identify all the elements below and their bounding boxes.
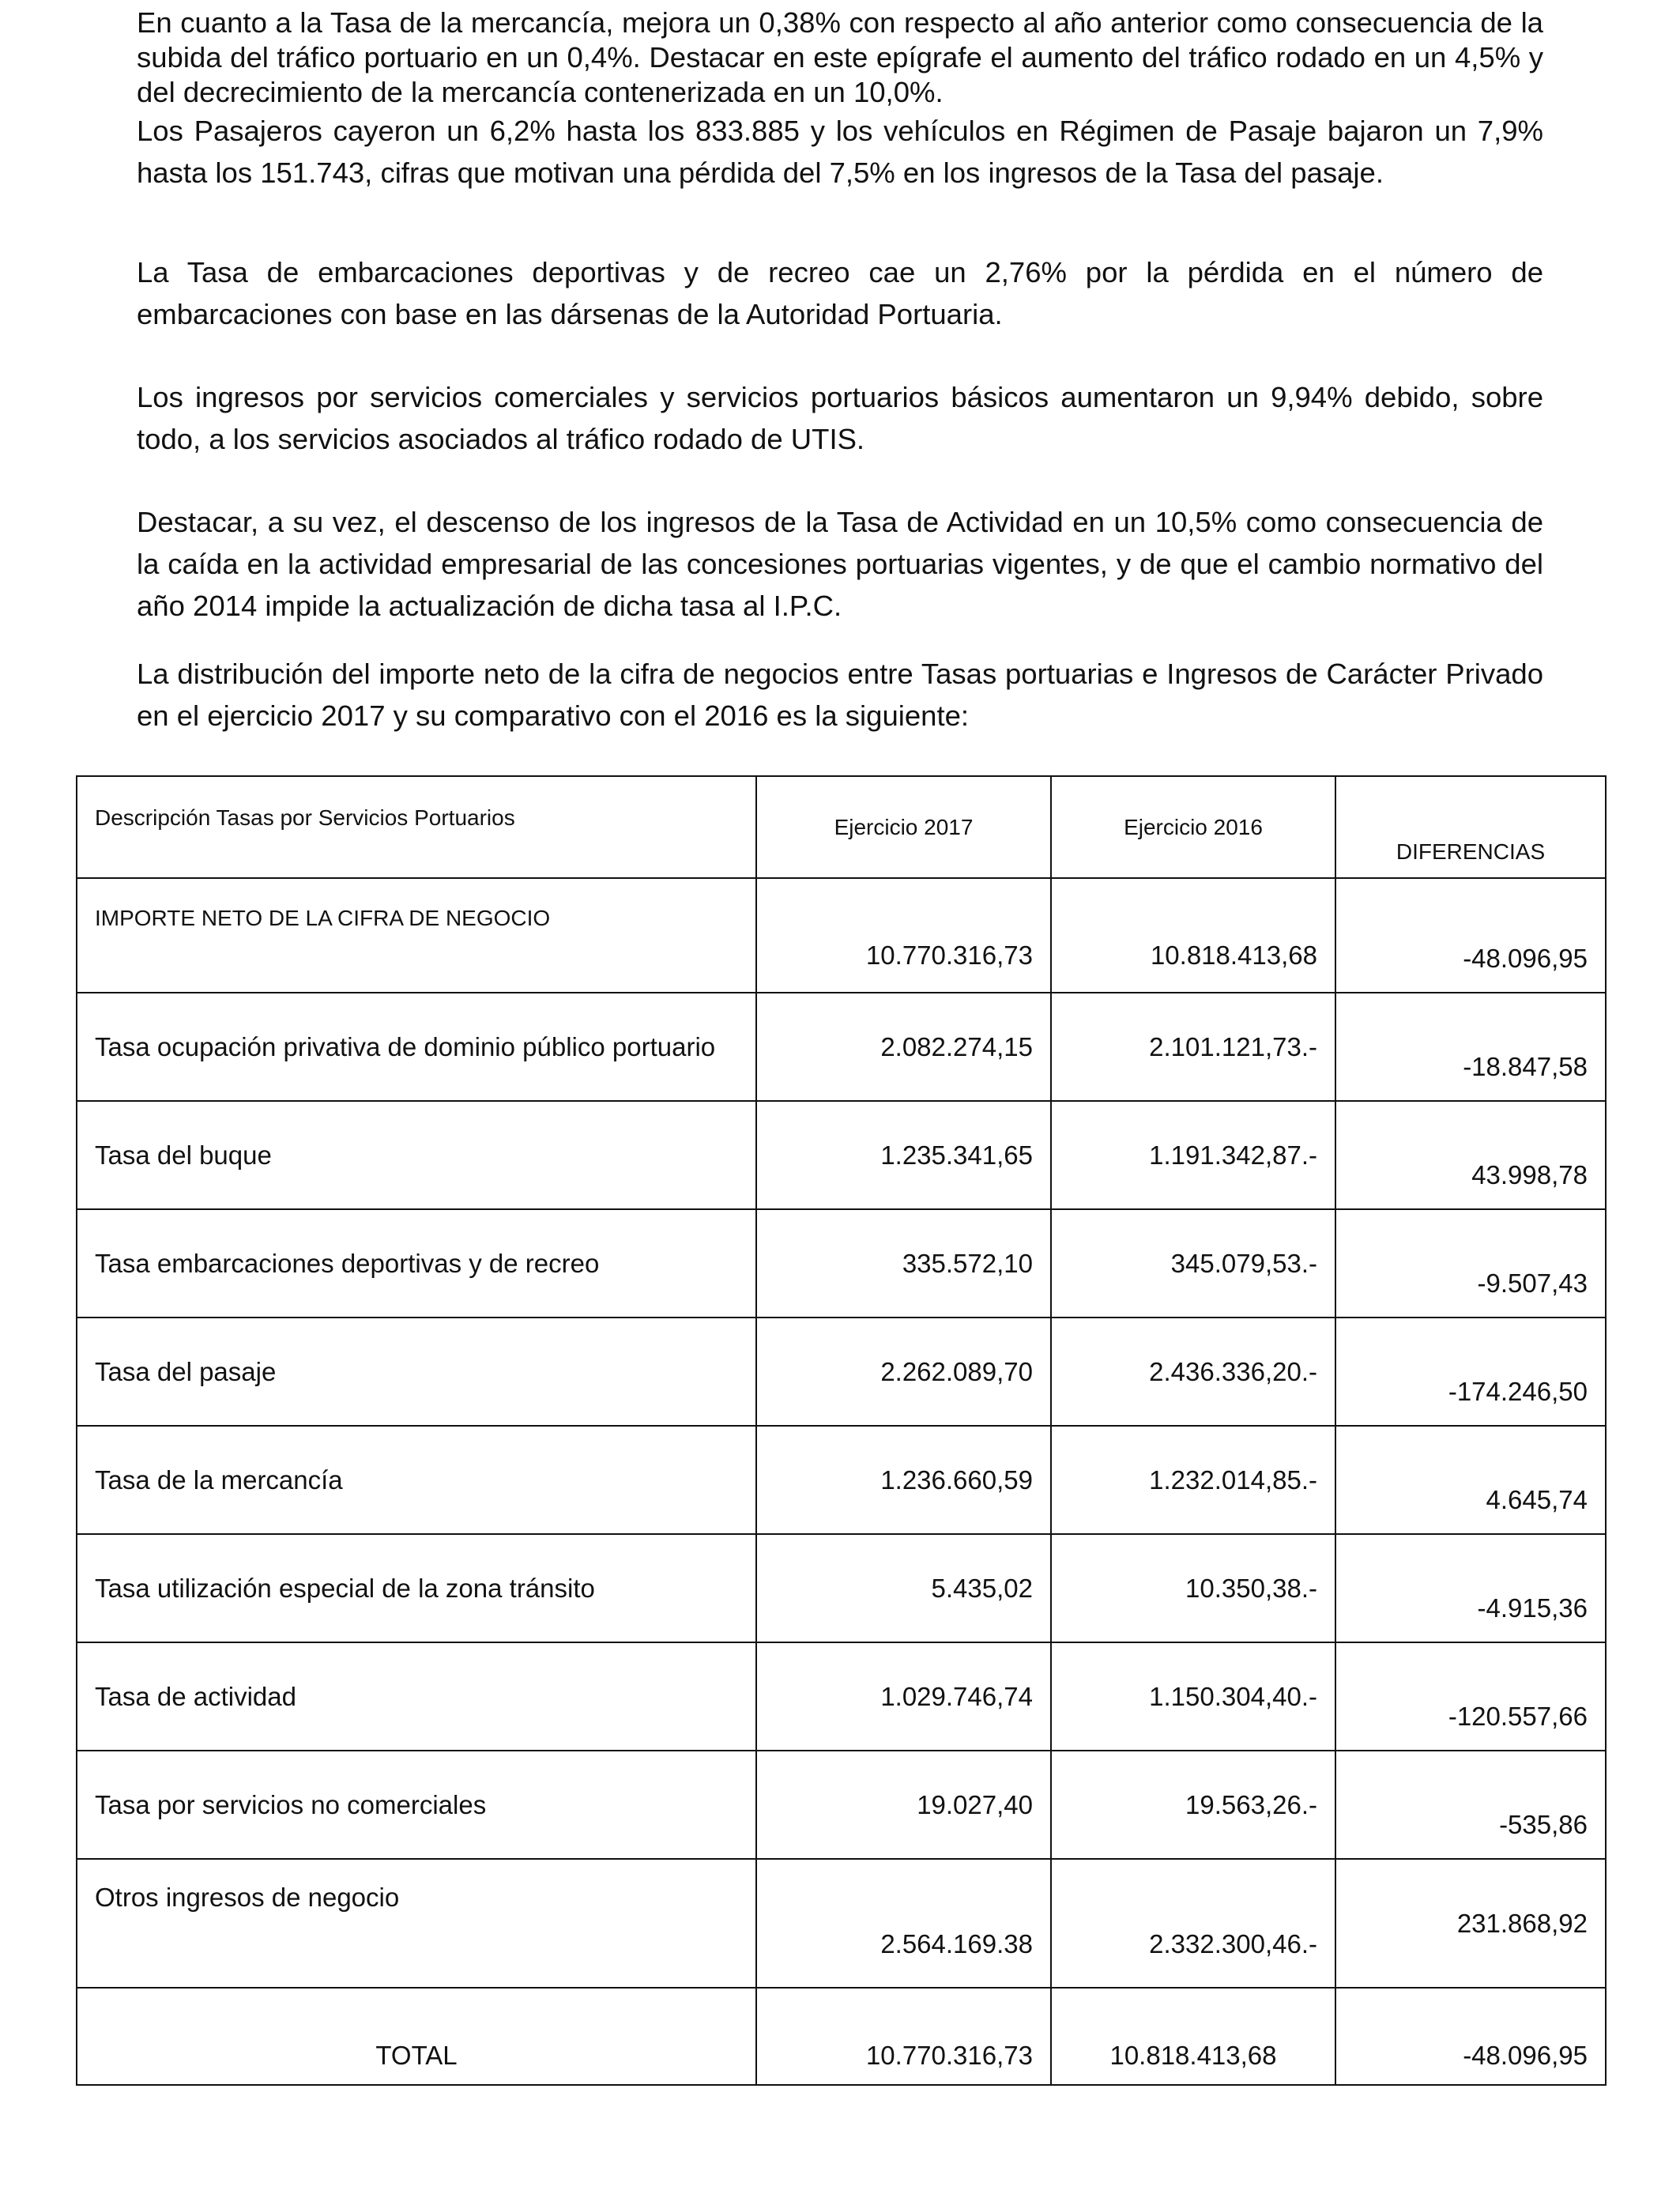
paragraph-servicios-comerciales: [137, 376, 1543, 460]
table-row: [77, 1534, 1606, 1642]
row-value-2017: 2.564.169.38: [756, 1859, 1051, 1988]
table-row: [77, 1751, 1606, 1859]
row-value-2017: 1.236.660,59: [756, 1426, 1051, 1534]
paragraph-tasa-mercancia: [137, 6, 1543, 194]
table-row: [77, 1101, 1606, 1209]
paragraph-embarcaciones: [137, 251, 1543, 335]
row-value-2016: 2.101.121,73.-: [1051, 993, 1335, 1101]
table-row: [77, 1642, 1606, 1751]
row-description: Tasa por servicios no comerciales: [77, 1751, 756, 1859]
row-value-2016: 19.563,26.-: [1051, 1751, 1335, 1859]
row-value-2016: 1.232.014,85.-: [1051, 1426, 1335, 1534]
header-diferencias: DIFERENCIAS: [1335, 776, 1606, 878]
paragraph-text: La distribución del importe neto de la cifra de negocios entre Tasas portuarias e Ingresos de Carácter Privado en el ejercicio 2017 y su comparativo con el 2016 es la siguiente:: [137, 658, 1543, 732]
row-difference: 43.998,78: [1335, 1101, 1606, 1209]
table-total-row: [77, 1988, 1606, 2085]
row-description: IMPORTE NETO DE LA CIFRA DE NEGOCIO: [77, 878, 756, 993]
row-value-2016: 2.332.300,46.-: [1051, 1859, 1335, 1988]
row-difference: -120.557,66: [1335, 1642, 1606, 1751]
row-description: Tasa del buque: [77, 1101, 756, 1209]
row-value-2017: 1.029.746,74: [756, 1642, 1051, 1751]
row-difference: -18.847,58: [1335, 993, 1606, 1101]
table-row: [77, 878, 1606, 993]
row-value-2016: 345.079,53.-: [1051, 1209, 1335, 1318]
row-difference: 231.868,92: [1335, 1859, 1606, 1988]
row-description: Tasa de la mercancía: [77, 1426, 756, 1534]
row-difference: -4.915,36: [1335, 1534, 1606, 1642]
row-difference: 4.645,74: [1335, 1426, 1606, 1534]
row-value-2017: 335.572,10: [756, 1209, 1051, 1318]
paragraph-distribucion: [137, 653, 1543, 737]
row-difference: -48.096,95: [1335, 878, 1606, 993]
row-description: Tasa utilización especial de la zona tránsito: [77, 1534, 756, 1642]
header-description: Descripción Tasas por Servicios Portuarios: [77, 776, 756, 878]
row-value-2017: 10.770.316,73: [756, 878, 1051, 993]
row-description: Otros ingresos de negocio: [77, 1859, 756, 1988]
row-description: Tasa ocupación privativa de dominio público portuario: [77, 993, 756, 1101]
row-value-2017: 19.027,40: [756, 1751, 1051, 1859]
paragraph-text: En cuanto a la Tasa de la mercancía, mejora un 0,38% con respecto al año anterior como consecuencia de la subida del tráfico portuario en un 0,4%. Destacar en este epígrafe el aumento del tráfico rodado en un 4,5% y del decrecimiento de la mercancía contenerizada en un 10,0%.: [137, 6, 1543, 108]
row-value-2017: 2.262.089,70: [756, 1318, 1051, 1426]
header-ejercicio-2017: Ejercicio 2017: [756, 776, 1051, 878]
row-difference: -535,86: [1335, 1751, 1606, 1859]
revenue-table: [76, 775, 1607, 2086]
row-value-2016: 2.436.336,20.-: [1051, 1318, 1335, 1426]
row-value-2016: 10.350,38.-: [1051, 1534, 1335, 1642]
table-header-row: [77, 776, 1606, 878]
table-row: [77, 1209, 1606, 1318]
row-value-2017: 2.082.274,15: [756, 993, 1051, 1101]
table-row: [77, 993, 1606, 1101]
row-difference: -174.246,50: [1335, 1318, 1606, 1426]
row-difference: -9.507,43: [1335, 1209, 1606, 1318]
row-description: Tasa del pasaje: [77, 1318, 756, 1426]
total-difference: -48.096,95: [1335, 1988, 1606, 2085]
paragraph-text: Destacar, a su vez, el descenso de los ingresos de la Tasa de Actividad en un 10,5% como consecuencia de la caída en la actividad empresarial de las concesiones portuarias vigentes, y de que el cambio normativo del año 2014 impide la actualización de dicha tasa al I.P.C.: [137, 506, 1543, 622]
row-description: Tasa embarcaciones deportivas y de recreo: [77, 1209, 756, 1318]
row-value-2016: 1.191.342,87.-: [1051, 1101, 1335, 1209]
table-row: [77, 1318, 1606, 1426]
row-value-2017: 5.435,02: [756, 1534, 1051, 1642]
table-row: [77, 1426, 1606, 1534]
total-label: TOTAL: [77, 1988, 756, 2085]
paragraph-text: La Tasa de embarcaciones deportivas y de recreo cae un 2,76% por la pérdida en el número de embarcaciones con base en las dársenas de la Autoridad Portuaria.: [137, 256, 1543, 330]
paragraph-text: Los Pasajeros cayeron un 6,2% hasta los 833.885 y los vehículos en Régimen de Pasaje bajaron un 7,9% hasta los 151.743, cifras que motivan una pérdida del 7,5% en los ingresos de la Tasa del pasaje.: [137, 115, 1543, 189]
total-value-2016: 10.818.413,68: [1051, 1988, 1335, 2085]
paragraph-tasa-actividad: [137, 501, 1543, 627]
row-description: Tasa de actividad: [77, 1642, 756, 1751]
row-value-2017: 1.235.341,65: [756, 1101, 1051, 1209]
total-value-2017: 10.770.316,73: [756, 1988, 1051, 2085]
paragraph-text: Los ingresos por servicios comerciales y servicios portuarios básicos aumentaron un 9,94% debido, sobre todo, a los servicios asociados al tráfico rodado de UTIS.: [137, 381, 1543, 455]
table-row: [77, 1859, 1606, 1988]
header-ejercicio-2016: Ejercicio 2016: [1051, 776, 1335, 878]
row-value-2016: 10.818.413,68: [1051, 878, 1335, 993]
row-value-2016: 1.150.304,40.-: [1051, 1642, 1335, 1751]
